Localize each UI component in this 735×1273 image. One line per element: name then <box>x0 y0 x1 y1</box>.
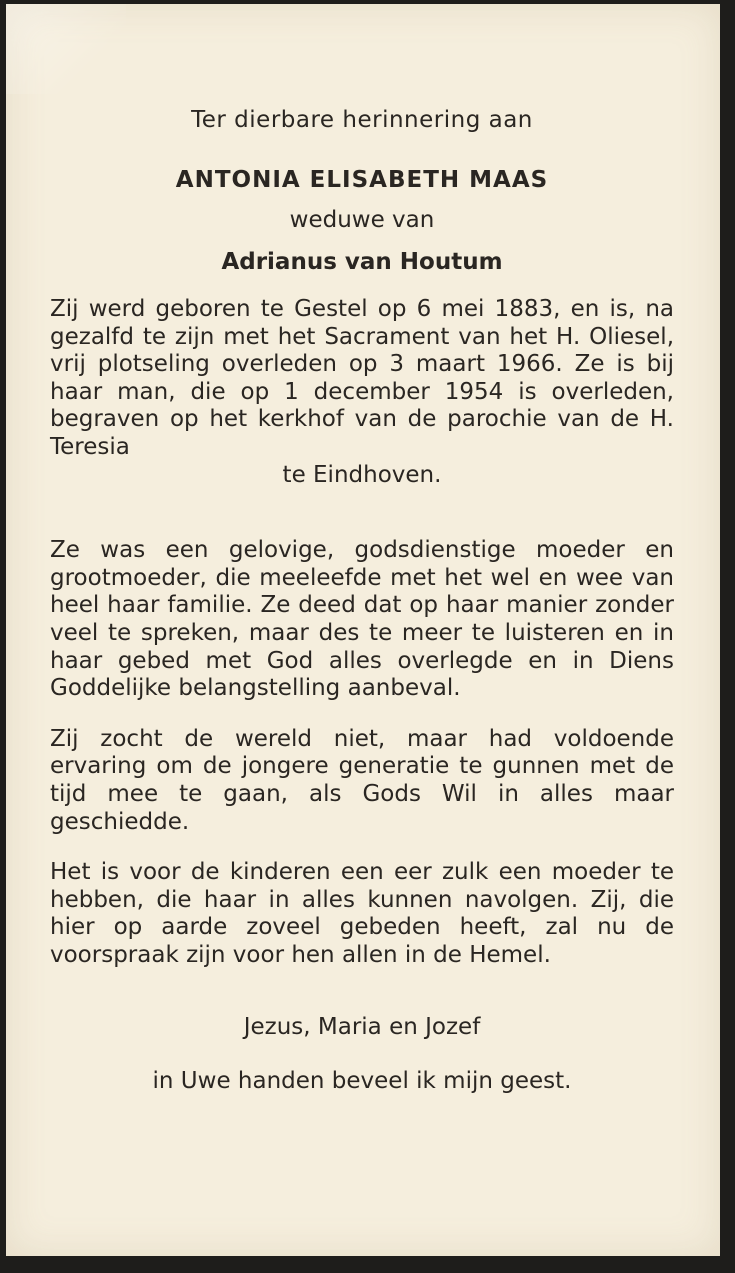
intro-line: Ter dierbare herinnering aan <box>191 107 533 133</box>
widow-of-line: weduwe van <box>289 207 435 233</box>
character-paragraph: Ze was een gelovige, godsdienstige moeder en grootmoeder, die meeleefde met het wel en wee van heel haar familie. Ze deed dat op haar manier zonder veel te spreken, maar des te meer te luisteren en in haar gebed met God alles overlegde en in Diens Goddelijke belangstelling aanbeval. <box>50 537 674 702</box>
paper-crease <box>6 4 126 94</box>
memorial-card <box>6 4 720 1256</box>
world-paragraph: Zij zocht de wereld niet, maar had voldoende ervaring om de jongere generatie te gunnen met de tijd mee te gaan, als Gods Wil in alles maar geschiedde. <box>50 725 674 835</box>
biography-paragraph-end: te Eindhoven. <box>282 461 442 488</box>
children-paragraph: Het is voor de kinderen een eer zulk een moeder te hebben, die haar in alles kunnen navolgen. Zij, die hier op aarde zoveel gebeden heeft, zal nu de voorspraak zijn voor hen allen in de Hemel. <box>50 859 674 968</box>
card-content <box>50 100 674 1101</box>
prayer-line-2: in Uwe handen beveel ik mijn geest. <box>152 1068 572 1095</box>
biography-paragraph: Zij werd geboren te Gestel op 6 mei 1883, en is, na gezalfd te zijn met het Sacrament van het H. Oliesel, vrij plotseling overleden op 3 maart 1966. Ze is bij haar man, die op 1 december 1954 is overleden, begraven op het kerkhof van de parochie van de H. Teresia <box>50 296 674 460</box>
prayer-line-1: Jezus, Maria en Jozef <box>243 1014 481 1041</box>
deceased-name: ANTONIA ELISABETH MAAS <box>175 167 549 193</box>
husband-name: Adrianus van Houtum <box>221 249 503 275</box>
